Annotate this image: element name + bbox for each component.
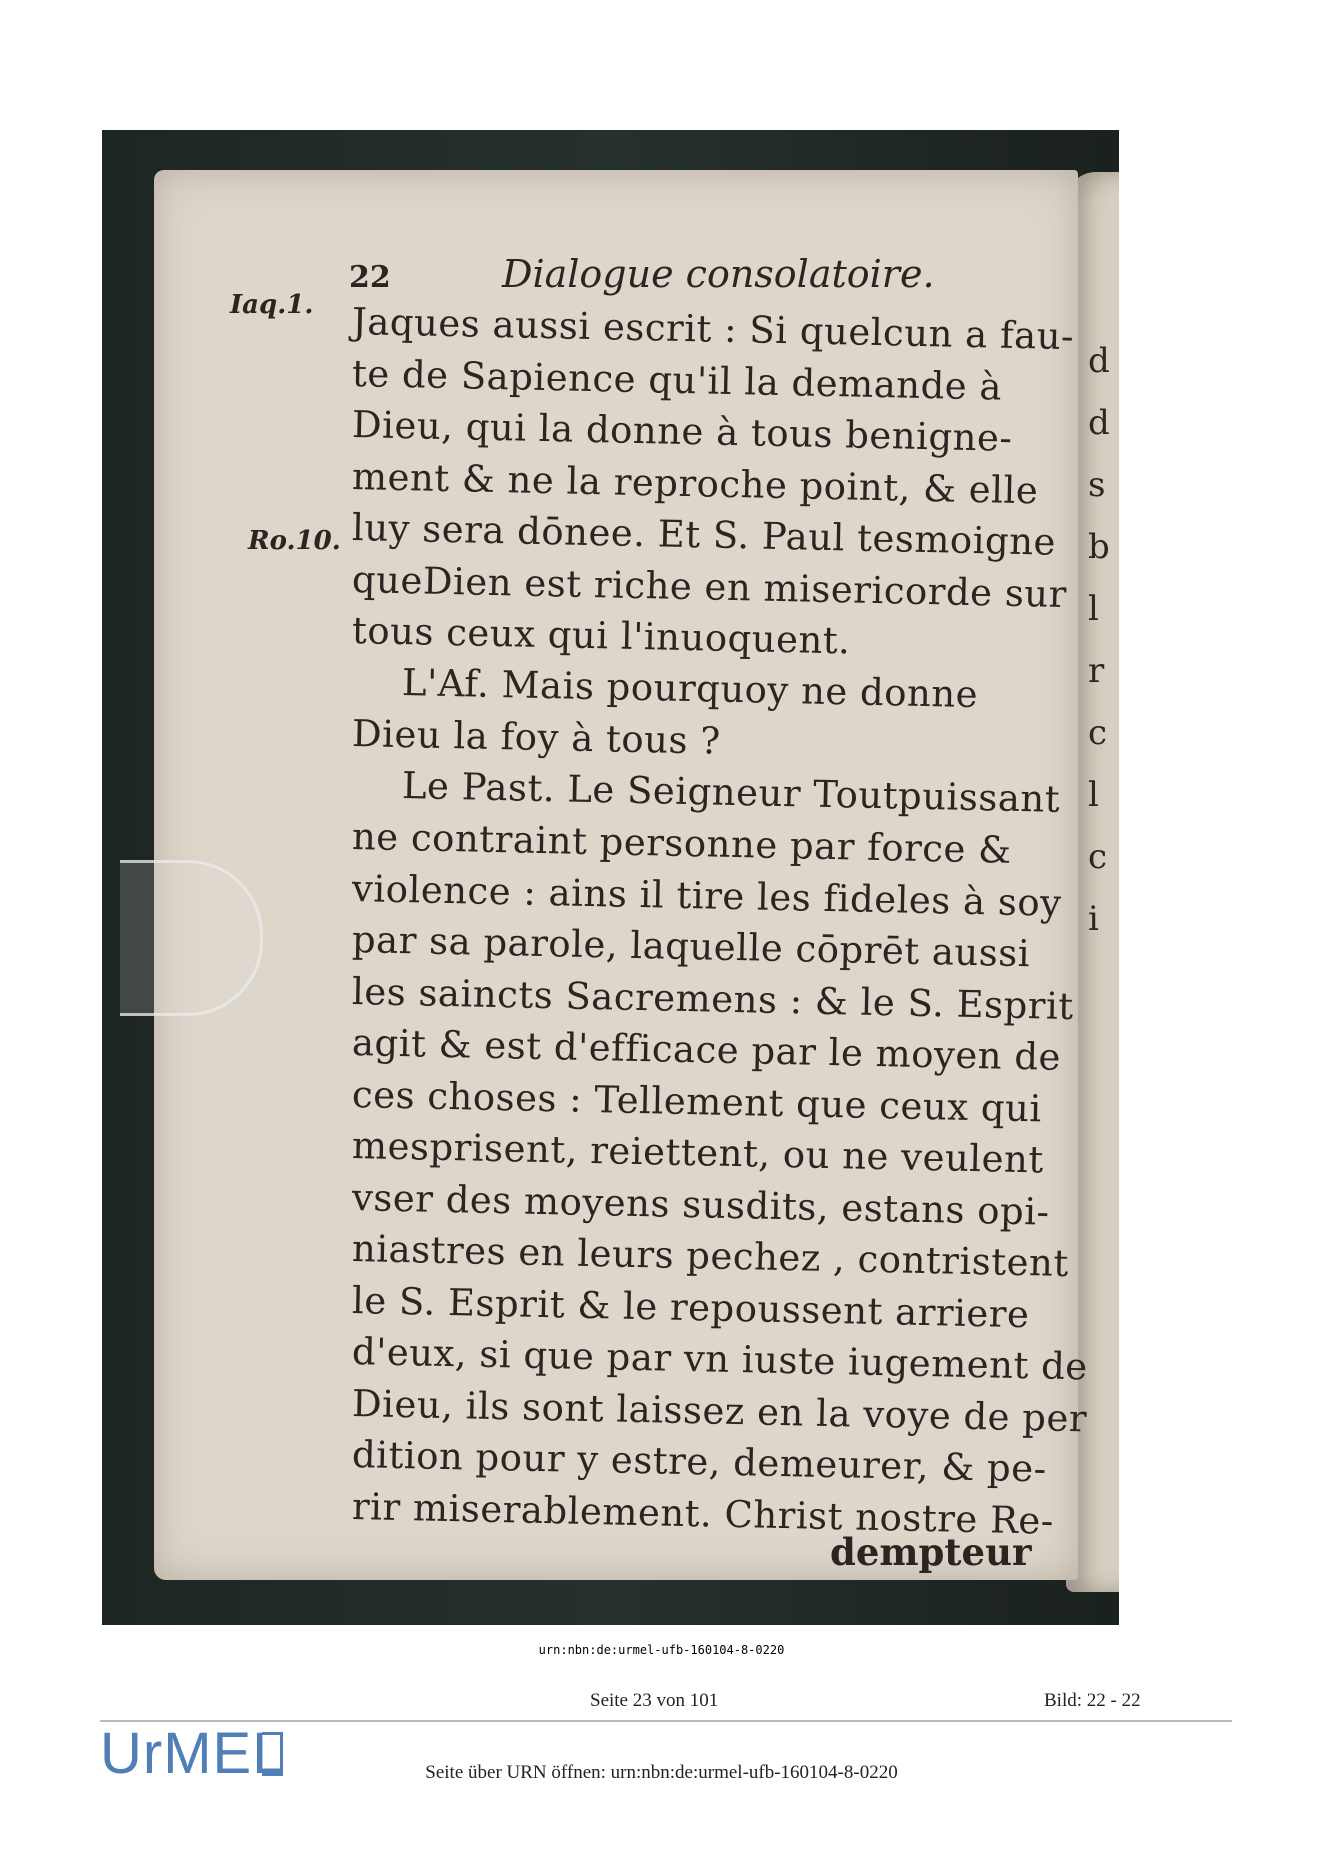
- catchword: dempteur: [830, 1530, 1032, 1574]
- text-line: Jaques aussi escrit : Si quelcun a fau-: [351, 300, 1075, 359]
- text-line: rir miserablement. Christ nostre Re-: [351, 1484, 1055, 1543]
- scanned-book-image: [102, 130, 1119, 1625]
- facing-page-letter: s: [1088, 465, 1106, 505]
- urn-link[interactable]: Seite über URN öffnen: urn:nbn:de:urmel-ufb-160104-8-0220: [425, 1762, 898, 1783]
- facing-page-letter: r: [1088, 651, 1105, 691]
- text-line: agit & est d'efficace par le moyen de: [351, 1021, 1062, 1079]
- text-line: ne contraint personne par force &: [351, 815, 1013, 872]
- margin-note: Ro.10.: [248, 526, 341, 556]
- text-line: dition pour y estre, demeurer, & pe-: [351, 1433, 1048, 1491]
- text-line: le S. Esprit & le repoussent arriere: [351, 1278, 1030, 1336]
- text-line: Dieu, ils sont laissez en la voye de per: [351, 1381, 1088, 1440]
- book-page-text: [102, 130, 1119, 1625]
- image-index: Bild: 22 - 22: [1044, 1690, 1141, 1711]
- urmel-logo: UrMEL: [100, 1721, 286, 1786]
- facing-page-letter: d: [1088, 341, 1110, 381]
- page-count: Seite 23 von 101: [590, 1690, 719, 1711]
- text-line: Le Past. Le Seigneur Toutpuissant: [401, 763, 1061, 821]
- margin-note: Iaq.1.: [230, 290, 314, 320]
- text-line: d'eux, si que par vn iuste iugement de: [351, 1330, 1089, 1389]
- text-line: ment & ne la reproche point, & elle: [351, 454, 1039, 512]
- text-line: les saincts Sacremens : & le S. Esprit: [351, 969, 1075, 1028]
- text-line: par sa parole, laquelle cōprēt aussi: [351, 918, 1031, 976]
- text-line: Dieu la foy à tous ?: [351, 712, 722, 763]
- text-line: vser des moyens susdits, estans opi-: [351, 1175, 1051, 1234]
- facing-page-letters: [1088, 330, 1108, 950]
- book-page-number: 22: [349, 260, 391, 295]
- running-title: Dialogue consolatoire.: [502, 252, 935, 296]
- urn-caption: urn:nbn:de:urmel-ufb-160104-8-0220: [538, 1643, 785, 1657]
- text-line: violence : ains il tire les fideles à soy: [351, 866, 1062, 925]
- facing-page-letter: c: [1088, 713, 1108, 753]
- facing-page-letter: l: [1088, 775, 1099, 815]
- text-line: niastres en leurs pechez , contristent: [351, 1227, 1070, 1286]
- text-line: te de Sapience qu'il la demande à: [351, 351, 1003, 409]
- text-line: luy sera dōnee. Et S. Paul tesmoigne: [351, 506, 1057, 564]
- facing-page-letter: c: [1088, 837, 1108, 877]
- facing-page-letter: l: [1088, 589, 1099, 629]
- facing-page-letter: d: [1088, 403, 1110, 443]
- text-line: L'Af. Mais pourquoy ne donne: [401, 660, 979, 716]
- facing-page-letter: b: [1088, 527, 1110, 567]
- text-line: Dieu, qui la donne à tous benigne-: [351, 403, 1013, 460]
- text-line: queDien est riche en misericorde sur: [351, 557, 1068, 616]
- text-line: tous ceux qui l'inuoquent.: [351, 609, 851, 663]
- text-line: ces choses : Tellement que ceux qui: [351, 1072, 1043, 1130]
- facing-page-letter: i: [1088, 899, 1099, 939]
- text-line: mesprisent, reiettent, ou ne veulent: [351, 1124, 1045, 1182]
